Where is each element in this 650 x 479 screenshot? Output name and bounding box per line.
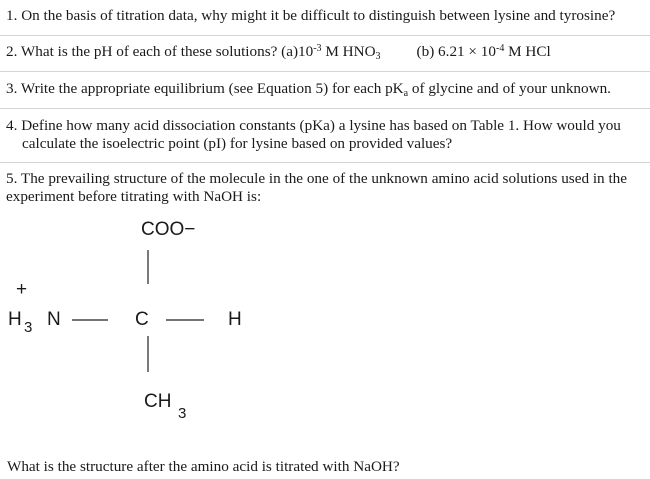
question-4-line-2: calculate the isoelectric point (pI) for lysine based on provided values? xyxy=(22,135,453,152)
amine-hydrogen: H xyxy=(8,309,22,330)
question-5-line-1: 5. The prevailing structure of the molecule in the one of the unknown amino acid solutions used in the xyxy=(6,170,627,187)
methyl-subscript: 3 xyxy=(178,405,187,422)
divider xyxy=(0,162,650,163)
question-2-prefix: 2. What is the pH of each of these solutions? (a)10 xyxy=(6,43,314,60)
question-4-line-1: 4. Define how many acid dissociation constants (pKa) a lysine has based on Table 1. How would you xyxy=(6,117,621,134)
question-2-b-suffix: M HCl xyxy=(504,43,551,60)
molecule-structure xyxy=(0,212,420,447)
final-question-text: What is the structure after the amino acid is titrated with NaOH? xyxy=(7,458,400,475)
question-4 xyxy=(6,117,621,153)
carboxylate-group: COO− xyxy=(141,219,196,240)
question-2-a-subscript: 3 xyxy=(375,51,381,62)
question-3-subscript: a xyxy=(403,88,409,99)
nitrogen-atom: N xyxy=(47,309,61,330)
question-2-b-exponent: -4 xyxy=(495,43,505,54)
positive-charge: + xyxy=(16,279,28,300)
question-2 xyxy=(6,43,551,61)
divider xyxy=(0,35,650,36)
question-1-text: 1. On the basis of titration data, why might it be difficult to distinguish between lysine and tyrosine? xyxy=(6,7,616,24)
molecule-bonds xyxy=(0,212,420,447)
question-2-a-mid: M HNO xyxy=(321,43,376,60)
final-question xyxy=(7,458,400,476)
question-3 xyxy=(6,80,611,98)
amine-hydrogen-subscript: 3 xyxy=(24,319,33,336)
divider xyxy=(0,71,650,72)
divider xyxy=(0,108,650,109)
methyl-group: CH xyxy=(144,391,172,412)
alpha-hydrogen: H xyxy=(228,309,242,330)
question-3-suffix: of glycine and of your unknown. xyxy=(408,80,611,97)
question-2-b-prefix: (b) 6.21 × 10 xyxy=(416,43,496,60)
question-5-line-2: experiment before titrating with NaOH is: xyxy=(6,188,262,205)
alpha-carbon: C xyxy=(135,309,149,330)
question-2-a-exponent: -3 xyxy=(313,43,322,54)
question-5 xyxy=(6,170,627,206)
question-3-prefix: 3. Write the appropriate equilibrium (see Equation 5) for each pK xyxy=(6,80,404,97)
question-1 xyxy=(6,7,615,25)
